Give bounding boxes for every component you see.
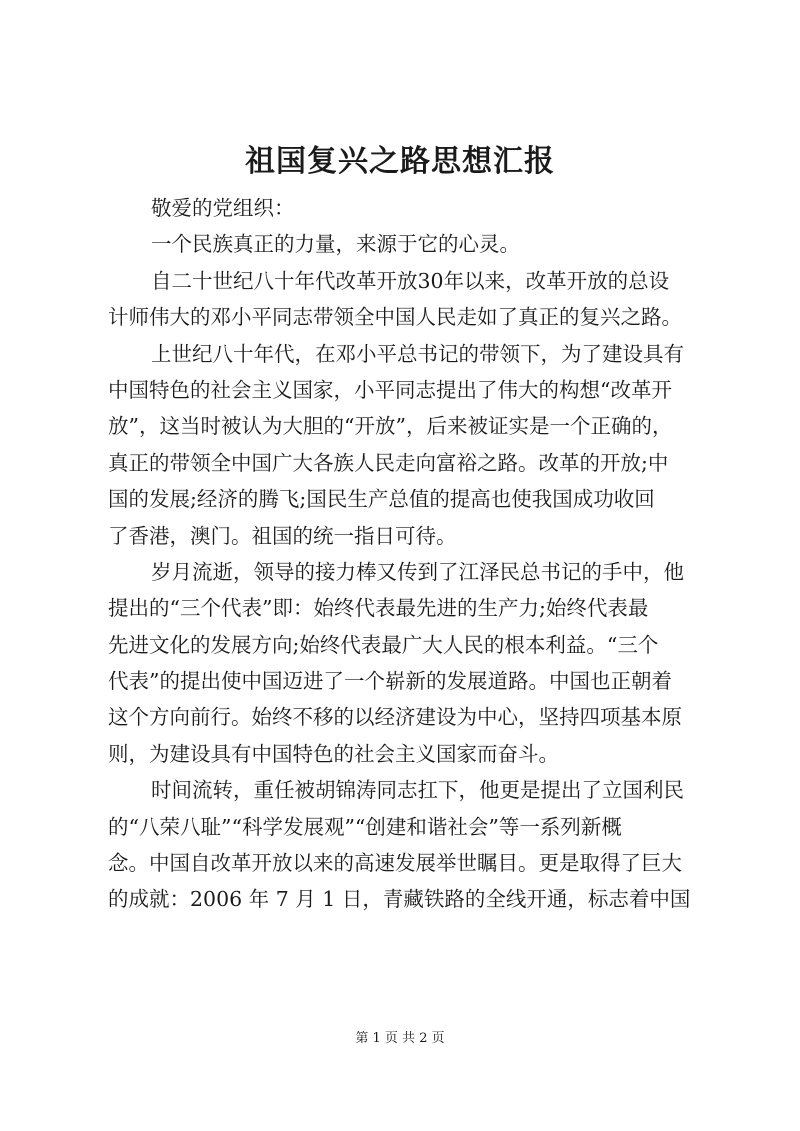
document-title: 祖国复兴之路思想汇报 (245, 144, 555, 179)
text-line: 念。中国自改革开放以来的高速发展举世瞩目。更是取得了巨大 (108, 851, 682, 876)
text-line: 先进文化的发展方向;始终代表最广大人民的根本利益。“三个 (108, 632, 659, 657)
text-line: 真正的带领全中国广大各族人民走向富裕之路。改革的开放;中 (108, 450, 669, 475)
text-line: 中国特色的社会主义国家，小平同志提出了伟大的构想“改革开 (108, 377, 672, 402)
text-line: 的“八荣八耻”“科学发展观”“创建和谐社会”等一系列新概 (108, 814, 622, 839)
text-line: 一个民族真正的力量，来源于它的心灵。 (151, 232, 520, 257)
page-footer: 第 1 页 共 2 页 (355, 1031, 445, 1046)
text-line: 的成就：2006 年 7 月 1 日，青藏铁路的全线开通，标志着中国 (108, 887, 691, 912)
text-line: 提出的“三个代表”即：始终代表最先进的生产力;始终代表最 (108, 596, 649, 621)
text-line: 敬爱的党组织： (151, 196, 295, 220)
text-line: 这个方向前行。始终不移的以经济建设为中心，坚持四项基本原 (108, 705, 682, 730)
text-line: 了香港，澳门。祖国的统一指日可待。 (108, 523, 457, 548)
text-line: 时间流转，重任被胡锦涛同志扛下，他更是提出了立国利民 (151, 778, 684, 803)
text-line: 自二十世纪八十年代改革开放30年以来，改革开放的总设 (151, 268, 670, 293)
text-line: 上世纪八十年代，在邓小平总书记的带领下，为了建设具有 (151, 341, 684, 366)
text-line: 计师伟大的邓小平同志带领全中国人民走如了真正的复兴之路。 (108, 305, 682, 330)
text-line: 代表”的提出使中国迈进了一个崭新的发展道路。中国也正朝着 (108, 669, 672, 694)
text-line: 放”，这当时被认为大胆的“开放”，后来被证实是一个正确的， (108, 414, 673, 439)
text-line: 岁月流逝，领导的接力棒又传到了江泽民总书记的手中，他 (151, 559, 684, 584)
text-line: 国的发展;经济的腾飞;国民生产总值的提高也使我国成功收回 (108, 487, 655, 512)
document-body (108, 190, 698, 918)
text-line: 则，为建设具有中国特色的社会主义国家而奋斗。 (108, 741, 559, 766)
